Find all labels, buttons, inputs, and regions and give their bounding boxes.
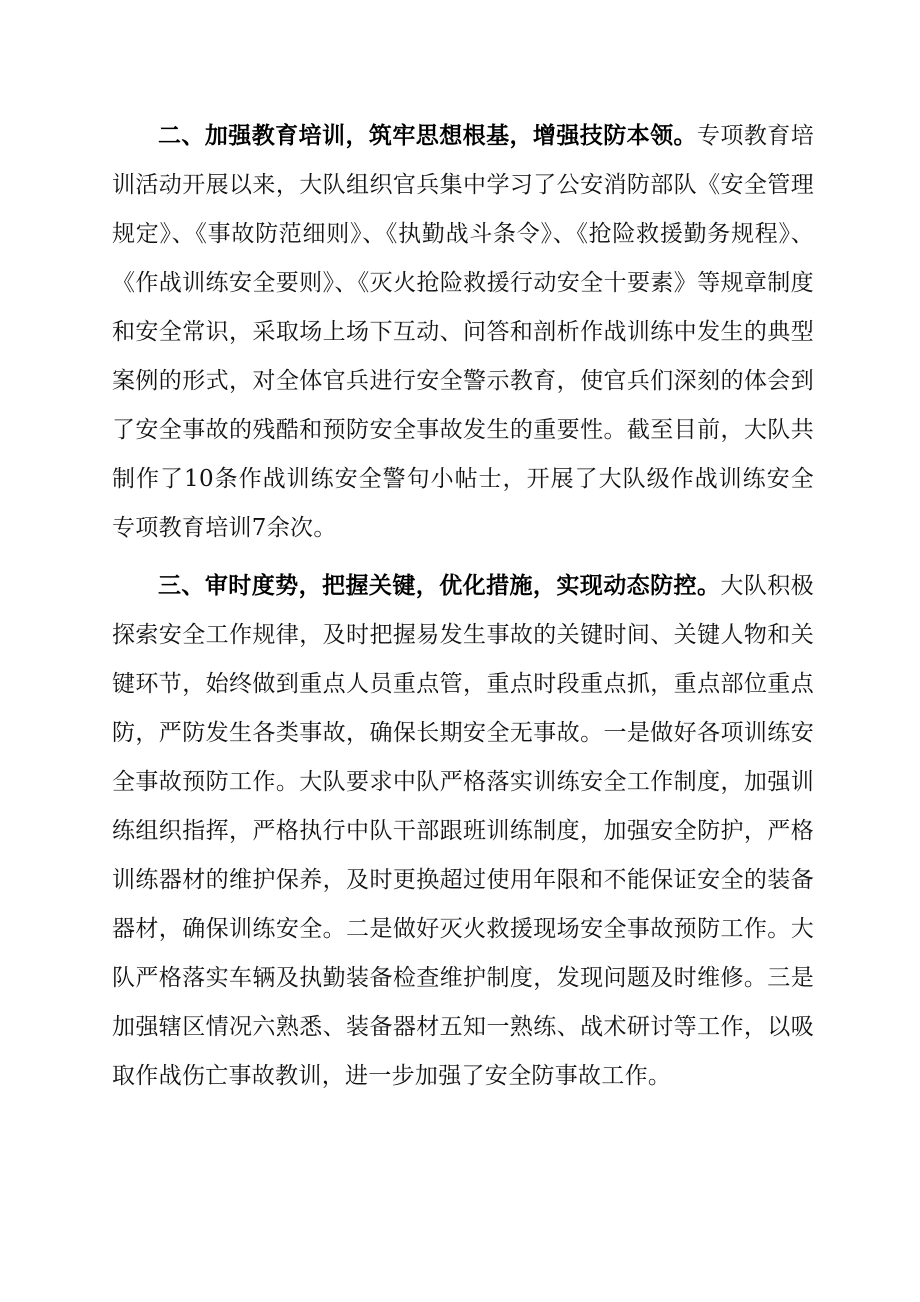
- section-3-paragraph: [112, 561, 814, 1101]
- section-2-body: 专项教育培训活动开展以来，大队组织官兵集中学习了公安消防部队《安全管理规定》、《事故防范细则》、《执勤战斗条令》、《抢险救援勤务规程》、《作战训练安全要则》、《灭火抢险救援行动安全十要素》等规章制度和安全常识，采取场上场下互动、问答和剖析作战训练中发生的典型案例的形式，对全体官兵进行安全警示教育，使官兵们深刻的体会到了安全事故的残酷和预防安全事故发生的重要性。截至目前，大队共制作了10条作战训练安全警句小帖士，开展了大队级作战训练安全专项教育培训7余次。: [112, 123, 815, 541]
- section-2-paragraph: [112, 111, 814, 553]
- section-2-heading: 二、加强教育培训，筑牢思想根基，增强技防本领。: [158, 122, 697, 149]
- section-3-body: 大队积极探索安全工作规律，及时把握易发生事故的关键时间、关键人物和关键环节，始终做到重点人员重点管，重点时段重点抓，重点部位重点防，严防发生各类事故，确保长期安全无事故。一是做好各项训练安全事故预防工作。大队要求中队严格落实训练安全工作制度，加强训练组织指挥，严格执行中队干部跟班训练制度，加强安全防护，严格训练器材的维护保养，及时更换超过使用年限和不能保证安全的装备器材，确保训练安全。二是做好灭火救援现场安全事故预防工作。大队严格落实车辆及执勤装备检查维护制度，发现问题及时维修。三是加强辖区情况六熟悉、装备器材五知一熟练、战术研讨等工作，以吸取作战伤亡事故教训，进一步加强了安全防事故工作。: [112, 573, 815, 1089]
- section-3-heading: 三、审时度势，把握关键，优化措施，实现动态防控。: [158, 572, 721, 599]
